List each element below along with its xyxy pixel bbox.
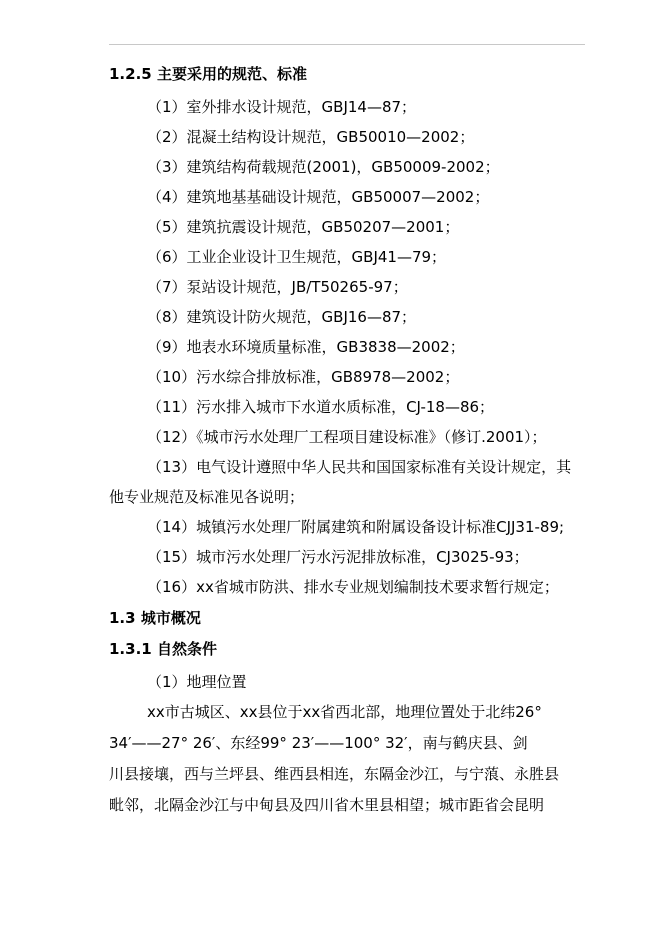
standard-item-1: （1）室外排水设计规范，GBJ14—87；: [147, 98, 417, 116]
standard-item-14: （14）城镇污水处理厂附属建筑和附属设备设计标准CJJ31-89;: [147, 518, 565, 536]
standard-item-8: （8）建筑设计防火规范，GBJ16—87；: [147, 308, 417, 326]
standard-item-9: （9）地表水环境质量标准，GB3838—2002；: [147, 338, 465, 356]
geo-paragraph-line3: 川县接壤，西与兰坪县、维西县相连，东隔金沙江，与宁蒗、永胜县: [109, 765, 560, 783]
section-number: 1.3: [109, 609, 136, 627]
geo-paragraph-line1: xx市古城区、xx县位于xx省西北部，地理位置处于北纬26°: [147, 703, 542, 721]
standard-item-6: （6）工业企业设计卫生规范，GBJ41—79；: [147, 248, 447, 266]
geo-paragraph-line2: 34′——27° 26′、东经99° 23′——100° 32′，南与鹤庆县、剑: [109, 734, 528, 752]
section-heading-1-3: [109, 608, 589, 628]
standard-item-10: （10）污水综合排放标准，GB8978—2002；: [147, 368, 460, 386]
section-title: 城市概况: [140, 609, 201, 627]
geo-subtitle: （1）地理位置: [147, 673, 247, 691]
standard-item-3: （3）建筑结构荷载规范(2001)，GB50009-2002；: [147, 158, 500, 176]
section-number: 1.3.1: [109, 640, 152, 658]
standard-item-7: （7）泵站设计规范，JB/T50265-97；: [147, 278, 408, 296]
standard-item-2: （2）混凝土结构设计规范，GB50010—2002；: [147, 128, 475, 146]
standard-item-13-line1: （13）电气设计遵照中华人民共和国国家标准有关设计规定，其: [147, 458, 572, 476]
section-number: 1.2.5: [109, 65, 152, 83]
section-heading-1-3-1: [109, 639, 589, 659]
section-heading-1-2-5: [109, 64, 589, 84]
standard-item-5: （5）建筑抗震设计规范，GB50207—2001；: [147, 218, 460, 236]
standard-item-16: （16）xx省城市防洪、排水专业规划编制技术要求暂行规定；: [147, 578, 559, 596]
geo-paragraph-line4: 毗邻，北隔金沙江与中甸县及四川省木里县相望；城市距省会昆明: [109, 796, 545, 814]
header-rule: [109, 44, 585, 45]
standard-item-12: （12）《城市污水处理厂工程项目建设标准》（修订.2001）；: [147, 428, 547, 446]
standard-item-4: （4）建筑地基基础设计规范，GB50007—2002；: [147, 188, 490, 206]
standard-item-11: （11）污水排入城市下水道水质标准，CJ-18—86；: [147, 398, 495, 416]
section-title: 自然条件: [156, 640, 217, 658]
standard-item-15: （15）城市污水处理厂污水污泥排放标准，CJ3025-93；: [147, 548, 529, 566]
section-title: 主要采用的规范、标准: [156, 65, 307, 83]
standard-item-13-line2: 他专业规范及标准见各说明；: [109, 488, 305, 506]
